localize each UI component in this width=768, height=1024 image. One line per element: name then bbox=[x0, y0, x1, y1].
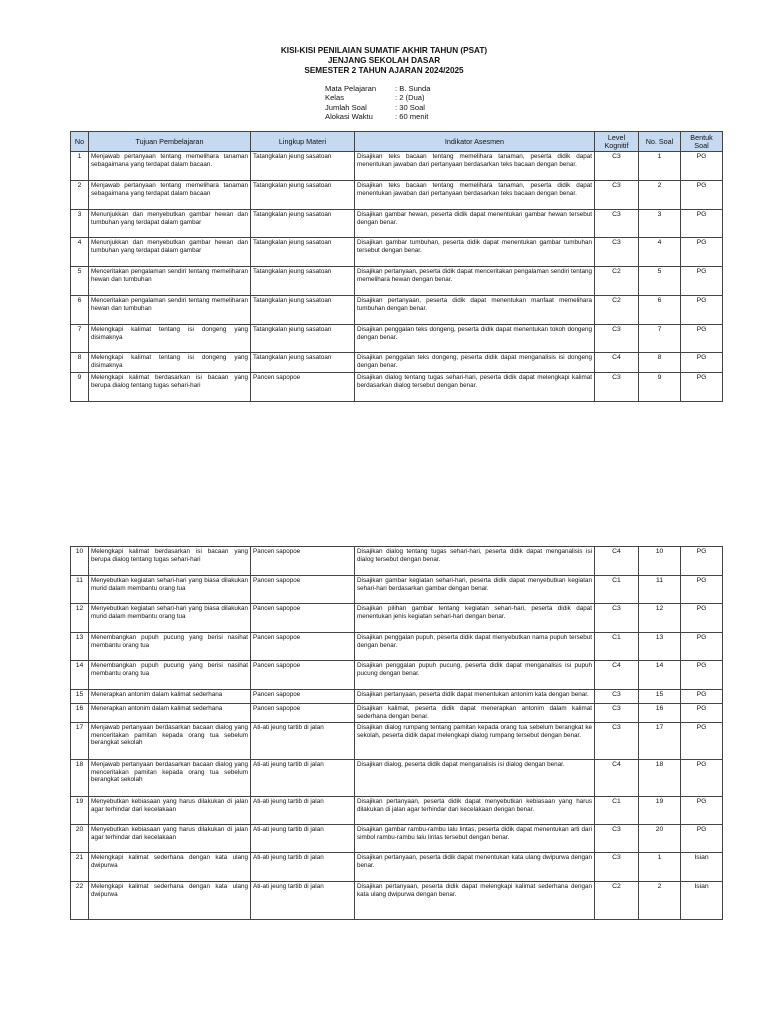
row-level: C3 bbox=[595, 704, 639, 723]
row-level: C4 bbox=[595, 353, 639, 373]
table-row bbox=[71, 353, 723, 373]
row-lingkup: Pancen sapopoe bbox=[251, 547, 355, 576]
row-level: C2 bbox=[595, 267, 639, 296]
row-indikator: Disajikan penggalan teks dongeng, peserta didik dapat menganalisis isi dongeng dengan benar. bbox=[355, 353, 595, 373]
row-tujuan: Menjawab pertanyaan tentang memelihara tanaman sebagaimana yang terdapat dalam bacaan bbox=[89, 181, 251, 210]
table-row bbox=[71, 325, 723, 353]
row-tujuan: Menembangkan pupuh pucung yang berisi nasihat membantu orang tua bbox=[89, 633, 251, 661]
row-no-soal: 5 bbox=[639, 267, 681, 296]
row-no: 8 bbox=[71, 353, 89, 373]
meta-row bbox=[325, 84, 430, 93]
row-no: 17 bbox=[71, 723, 89, 760]
row-level: C3 bbox=[595, 181, 639, 210]
col-header-no: No bbox=[71, 132, 89, 152]
row-tujuan: Menyebutkan kegiatan sehari-hari yang biasa dilakukan murid dalam membantu orang tua bbox=[89, 576, 251, 604]
row-no: 5 bbox=[71, 267, 89, 296]
row-bentuk: PG bbox=[681, 267, 723, 296]
kisi-kisi-table-page-1 bbox=[70, 131, 723, 402]
row-bentuk: PG bbox=[681, 633, 723, 661]
row-lingkup: Ati-ati jeung tartib di jalan bbox=[251, 882, 355, 920]
col-header-tujuan: Tujuan Pembelajaran bbox=[89, 132, 251, 152]
row-level: C3 bbox=[595, 152, 639, 181]
row-level: C3 bbox=[595, 825, 639, 853]
row-tujuan: Melengkapi kalimat sederhana dengan kata ulang dwipurwa bbox=[89, 882, 251, 920]
row-indikator: Disajikan pertanyaan, peserta didik dapat menyebutkan kebiasaan yang harus dilakukan di jalan agar terhindar dari kecelakaan dengan benar. bbox=[355, 797, 595, 825]
meta-row bbox=[325, 103, 430, 112]
row-lingkup: Ati-ati jeung tartib di jalan bbox=[251, 760, 355, 797]
row-bentuk: PG bbox=[681, 576, 723, 604]
table-row bbox=[71, 296, 723, 325]
meta-value: : 30 Soal bbox=[395, 102, 425, 112]
row-bentuk: PG bbox=[681, 238, 723, 267]
table-row bbox=[71, 825, 723, 853]
row-no-soal: 19 bbox=[639, 797, 681, 825]
meta-label: Alokasi Waktu bbox=[325, 112, 373, 122]
row-no-soal: 20 bbox=[639, 825, 681, 853]
row-no-soal: 10 bbox=[639, 547, 681, 576]
row-level: C3 bbox=[595, 238, 639, 267]
row-bentuk: PG bbox=[681, 797, 723, 825]
row-no: 1 bbox=[71, 152, 89, 181]
row-lingkup: Tatangkalan jeung sasatoan bbox=[251, 325, 355, 353]
row-lingkup: Ati-ati jeung tartib di jalan bbox=[251, 723, 355, 760]
meta-value: : B. Sunda bbox=[395, 84, 431, 93]
row-level: C2 bbox=[595, 296, 639, 325]
row-no: 14 bbox=[71, 661, 89, 690]
row-no-soal: 15 bbox=[639, 690, 681, 704]
table-row bbox=[71, 882, 723, 920]
row-no-soal: 7 bbox=[639, 325, 681, 353]
row-bentuk: Isian bbox=[681, 882, 723, 920]
row-no-soal: 12 bbox=[639, 604, 681, 633]
row-bentuk: PG bbox=[681, 547, 723, 576]
meta-row bbox=[325, 112, 430, 121]
row-tujuan: Menceritakan pengalaman sendiri tentang memeliharan hewan dan tumbuhan bbox=[89, 267, 251, 296]
row-tujuan: Menunjukkan dan menyebutkan gambar hewan dan tumbuhan yang terdapat dalam gambar bbox=[89, 238, 251, 267]
row-tujuan: Menerapkan antonim dalam kalimat sederhana bbox=[89, 690, 251, 704]
title-line-1: KISI-KISI PENILAIAN SUMATIF AKHIR TAHUN (PSAT) bbox=[280, 46, 488, 55]
table-header-row bbox=[71, 132, 723, 152]
col-header-indikator: Indikator Asesmen bbox=[355, 132, 595, 152]
row-level: C3 bbox=[595, 210, 639, 238]
row-no: 12 bbox=[71, 604, 89, 633]
row-lingkup: Tatangkalan jeung sasatoan bbox=[251, 152, 355, 181]
row-lingkup: Ati-ati jeung tartib di jalan bbox=[251, 825, 355, 853]
row-bentuk: PG bbox=[681, 152, 723, 181]
row-indikator: Disajikan pilihan gambar tentang kegiatan sehari-hari, peserta didik dapat menentukan jenis kegiatan sehari-hari dengan benar. bbox=[355, 604, 595, 633]
row-indikator: Disajikan penggalan pupuh, peserta didik dapat menyebutkan nama pupuh tersebut dengan benar. bbox=[355, 633, 595, 661]
row-indikator: Disajikan pertanyaan, peserta didik dapat menceritakan pengalaman sendiri tentang memelihara hewan dengan benar. bbox=[355, 267, 595, 296]
row-level: C4 bbox=[595, 547, 639, 576]
row-no-soal: 9 bbox=[639, 373, 681, 402]
row-level: C3 bbox=[595, 723, 639, 760]
row-lingkup: Pancen sapopoe bbox=[251, 576, 355, 604]
row-no: 6 bbox=[71, 296, 89, 325]
row-no-soal: 14 bbox=[639, 661, 681, 690]
row-lingkup: Pancen sapopoe bbox=[251, 604, 355, 633]
row-lingkup: Tatangkalan jeung sasatoan bbox=[251, 210, 355, 238]
row-lingkup: Pancen sapopoe bbox=[251, 633, 355, 661]
table-row bbox=[71, 373, 723, 402]
table-row bbox=[71, 723, 723, 760]
meta-label: Jumlah Soal bbox=[325, 102, 367, 112]
row-indikator: Disajikan penggalan teks dongeng, peserta didik dapat menentukan tokoh dongeng dengan benar. bbox=[355, 325, 595, 353]
table-row bbox=[71, 633, 723, 661]
row-level: C3 bbox=[595, 853, 639, 882]
meta-value: : 2 (Dua) bbox=[395, 93, 425, 103]
row-no-soal: 4 bbox=[639, 238, 681, 267]
row-level: C1 bbox=[595, 576, 639, 604]
table-row bbox=[71, 661, 723, 690]
table-row bbox=[71, 152, 723, 181]
col-header-level: Level Kognitif bbox=[595, 132, 639, 152]
row-indikator: Disajikan gambar rambu-rambu lalu lintas, peserta didik dapat menentukan arti dari simbol rambu-rambu lalu lintas tersebut dengan benar. bbox=[355, 825, 595, 853]
row-no: 9 bbox=[71, 373, 89, 402]
row-lingkup: Tatangkalan jeung sasatoan bbox=[251, 181, 355, 210]
meta-label: Kelas bbox=[325, 93, 344, 103]
col-header-lingkup: Lingkup Materi bbox=[251, 132, 355, 152]
row-no: 7 bbox=[71, 325, 89, 353]
row-bentuk: PG bbox=[681, 373, 723, 402]
row-tujuan: Menjawab pertanyaan berdasarkan bacaan dialog yang menceritakan pamitan kepada orang tua sebelum berangkat sekolah bbox=[89, 760, 251, 797]
row-no-soal: 2 bbox=[639, 181, 681, 210]
row-tujuan: Melengkapi kalimat berdasarkan isi bacaan yang berupa dialog tentang tugas sehari-hari bbox=[89, 373, 251, 402]
row-no-soal: 1 bbox=[639, 853, 681, 882]
row-indikator: Disajikan teks bacaan tentang memelihara tanaman, peserta didik dapat menentukan jawaban dari pertanyaan berdasarkan teks bacaan dengan benar. bbox=[355, 152, 595, 181]
row-tujuan: Menjawab pertanyaan berdasarkan bacaan dialog yang menceritakan pamitan kepada orang tua sebelum berangkat sekolah bbox=[89, 723, 251, 760]
table-row bbox=[71, 760, 723, 797]
row-tujuan: Menerapkan antonim dalam kalimat sederhana bbox=[89, 704, 251, 723]
row-no: 22 bbox=[71, 882, 89, 920]
row-no: 3 bbox=[71, 210, 89, 238]
col-header-no-soal: No. Soal bbox=[639, 132, 681, 152]
row-lingkup: Ati-ati jeung tartib di jalan bbox=[251, 853, 355, 882]
row-no: 4 bbox=[71, 238, 89, 267]
row-indikator: Disajikan dialog tentang tugas sehari-hari, peserta didik dapat melengkapi kalimat berdasarkan dialog tersebut dengan benar. bbox=[355, 373, 595, 402]
row-bentuk: PG bbox=[681, 690, 723, 704]
row-level: C3 bbox=[595, 690, 639, 704]
table-row bbox=[71, 576, 723, 604]
row-no-soal: 8 bbox=[639, 353, 681, 373]
meta-value: : 60 menit bbox=[395, 112, 429, 122]
row-indikator: Disajikan dialog tentang tugas sehari-hari, peserta didik dapat menganalisis isi dialog tersebut dengan benar. bbox=[355, 547, 595, 576]
row-indikator: Disajikan penggalan pupuh pucung, peserta didik dapat menganalisis isi pupuh pucung dengan benar. bbox=[355, 661, 595, 690]
col-header-bentuk: Bentuk Soal bbox=[681, 132, 723, 152]
row-lingkup: Pancen sapopoe bbox=[251, 690, 355, 704]
row-tujuan: Menyebutkan kegiatan sehari-hari yang biasa dilakukan murid dalam membantu orang tua bbox=[89, 604, 251, 633]
row-no: 13 bbox=[71, 633, 89, 661]
row-level: C3 bbox=[595, 604, 639, 633]
row-indikator: Disajikan dialog rumpang tentang pamitan kepada orang tua sebelum berangkat ke sekolah, peserta didik dapat melengkapi dialog rumpang tersebut dengan benar. bbox=[355, 723, 595, 760]
row-indikator: Disajikan dialog, peserta didik dapat menganalisis isi dialog dengan benar. bbox=[355, 760, 595, 797]
row-bentuk: PG bbox=[681, 296, 723, 325]
table-row bbox=[71, 604, 723, 633]
row-indikator: Disajikan gambar tumbuhan, peserta didik dapat menentukan gambar tumbuhan tersebut dengan benar. bbox=[355, 238, 595, 267]
row-no: 21 bbox=[71, 853, 89, 882]
row-no-soal: 17 bbox=[639, 723, 681, 760]
row-bentuk: PG bbox=[681, 825, 723, 853]
row-bentuk: PG bbox=[681, 760, 723, 797]
table-row bbox=[71, 690, 723, 704]
row-tujuan: Melengkapi kalimat sederhana dengan kata ulang dwipurwa bbox=[89, 853, 251, 882]
row-no-soal: 2 bbox=[639, 882, 681, 920]
row-lingkup: Tatangkalan jeung sasatoan bbox=[251, 267, 355, 296]
row-no-soal: 18 bbox=[639, 760, 681, 797]
row-lingkup: Pancen sapopoe bbox=[251, 661, 355, 690]
row-no-soal: 6 bbox=[639, 296, 681, 325]
row-indikator: Disajikan kalimat, peserta didik dapat menerapkan antonim dalam kalimat sederhana dengan benar. bbox=[355, 704, 595, 723]
row-no: 10 bbox=[71, 547, 89, 576]
document-title bbox=[0, 46, 768, 76]
row-lingkup: Pancen sapopoe bbox=[251, 373, 355, 402]
row-no: 18 bbox=[71, 760, 89, 797]
row-bentuk: PG bbox=[681, 704, 723, 723]
kisi-kisi-table-page-2 bbox=[70, 546, 723, 920]
table-body-page-1 bbox=[71, 152, 723, 402]
row-indikator: Disajikan gambar kegiatan sehari-hari, peserta didik dapat menyebutkan kegiatan sehari-hari berdasarkan gambar dengan benar. bbox=[355, 576, 595, 604]
row-level: C3 bbox=[595, 325, 639, 353]
row-tujuan: Melengkapi kalimat berdasarkan isi bacaan yang berupa dialog tentang tugas sehari-hari bbox=[89, 547, 251, 576]
table-row bbox=[71, 704, 723, 723]
row-level: C4 bbox=[595, 760, 639, 797]
row-indikator: Disajikan teks bacaan tentang memelihara tanaman, peserta didik dapat menentukan jawaban dari pertanyaan berdasarkan teks bacaan dengan benar. bbox=[355, 181, 595, 210]
row-level: C2 bbox=[595, 882, 639, 920]
row-tujuan: Menunjukkan dan menyebutkan gambar hewan dan tumbuhan yang terdapat dalam gambar bbox=[89, 210, 251, 238]
row-lingkup: Tatangkalan jeung sasatoan bbox=[251, 296, 355, 325]
row-bentuk: PG bbox=[681, 661, 723, 690]
table-row bbox=[71, 797, 723, 825]
row-tujuan: Menjawab pertanyaan tentang memelihara tanaman sebagaimana yang terdapat dalam bacaan. bbox=[89, 152, 251, 181]
row-no: 2 bbox=[71, 181, 89, 210]
row-no: 16 bbox=[71, 704, 89, 723]
table-row bbox=[71, 181, 723, 210]
document-meta bbox=[325, 84, 430, 122]
row-indikator: Disajikan pertanyaan, peserta didik dapat menentukan kata ulang dwipurwa dengan benar. bbox=[355, 853, 595, 882]
title-line-2: JENJANG SEKOLAH DASAR bbox=[327, 56, 441, 65]
row-level: C3 bbox=[595, 373, 639, 402]
row-tujuan: Menceritakan pengalaman sendiri tentang memeliharan hewan dan tumbuhan bbox=[89, 296, 251, 325]
row-no-soal: 13 bbox=[639, 633, 681, 661]
row-lingkup: Tatangkalan jeung sasatoan bbox=[251, 238, 355, 267]
row-bentuk: PG bbox=[681, 353, 723, 373]
row-lingkup: Ati-ati jeung tartib di jalan bbox=[251, 797, 355, 825]
row-no-soal: 3 bbox=[639, 210, 681, 238]
row-indikator: Disajikan pertanyaan, peserta didik dapat menentukan antonim kata dengan benar. bbox=[355, 690, 595, 704]
row-bentuk: PG bbox=[681, 210, 723, 238]
table-row bbox=[71, 547, 723, 576]
row-bentuk: PG bbox=[681, 723, 723, 760]
title-line-3: SEMESTER 2 TAHUN AJARAN 2024/2025 bbox=[304, 66, 464, 75]
row-bentuk: PG bbox=[681, 325, 723, 353]
table-row bbox=[71, 853, 723, 882]
row-no: 11 bbox=[71, 576, 89, 604]
row-indikator: Disajikan gambar hewan, peserta didik dapat menentukan gambar hewan tersebut dengan benar. bbox=[355, 210, 595, 238]
row-level: C1 bbox=[595, 633, 639, 661]
row-indikator: Disajikan pertanyaan, peserta didik dapat menentukan manfaat memelihara tumbuhan dengan benar. bbox=[355, 296, 595, 325]
row-tujuan: Melengkapi kalimat tentang isi dongeng yang disimaknya bbox=[89, 325, 251, 353]
row-indikator: Disajikan pertanyaan, peserta didik dapat melengkapi kalimat sederhana dengan kata ulang dwipurwa dengan benar. bbox=[355, 882, 595, 920]
row-bentuk: PG bbox=[681, 604, 723, 633]
row-no: 15 bbox=[71, 690, 89, 704]
table-row bbox=[71, 267, 723, 296]
row-level: C4 bbox=[595, 661, 639, 690]
row-no-soal: 16 bbox=[639, 704, 681, 723]
meta-label: Mata Pelajaran bbox=[325, 84, 377, 93]
meta-row bbox=[325, 93, 430, 102]
row-no: 20 bbox=[71, 825, 89, 853]
row-level: C1 bbox=[595, 797, 639, 825]
table-row bbox=[71, 238, 723, 267]
row-bentuk: PG bbox=[681, 181, 723, 210]
row-tujuan: Menyebutkan kebiasaan yang harus dilakukan di jalan agar terhindar dari kecelakaan bbox=[89, 825, 251, 853]
row-no-soal: 1 bbox=[639, 152, 681, 181]
row-bentuk: Isian bbox=[681, 853, 723, 882]
row-no: 19 bbox=[71, 797, 89, 825]
row-lingkup: Pancen sapopoe bbox=[251, 704, 355, 723]
row-tujuan: Menembangkan pupuh pucung yang berisi nasihat membantu orang tua bbox=[89, 661, 251, 690]
row-tujuan: Menyebutkan kebiasaan yang harus dilakukan di jalan agar terhindar dari kecelakaan bbox=[89, 797, 251, 825]
table-body-page-2 bbox=[71, 547, 723, 920]
table-row bbox=[71, 210, 723, 238]
row-lingkup: Tatangkalan jeung sasatoan bbox=[251, 353, 355, 373]
row-no-soal: 11 bbox=[639, 576, 681, 604]
row-tujuan: Melengkapi kalimat tentang isi dongeng yang disimaknya bbox=[89, 353, 251, 373]
